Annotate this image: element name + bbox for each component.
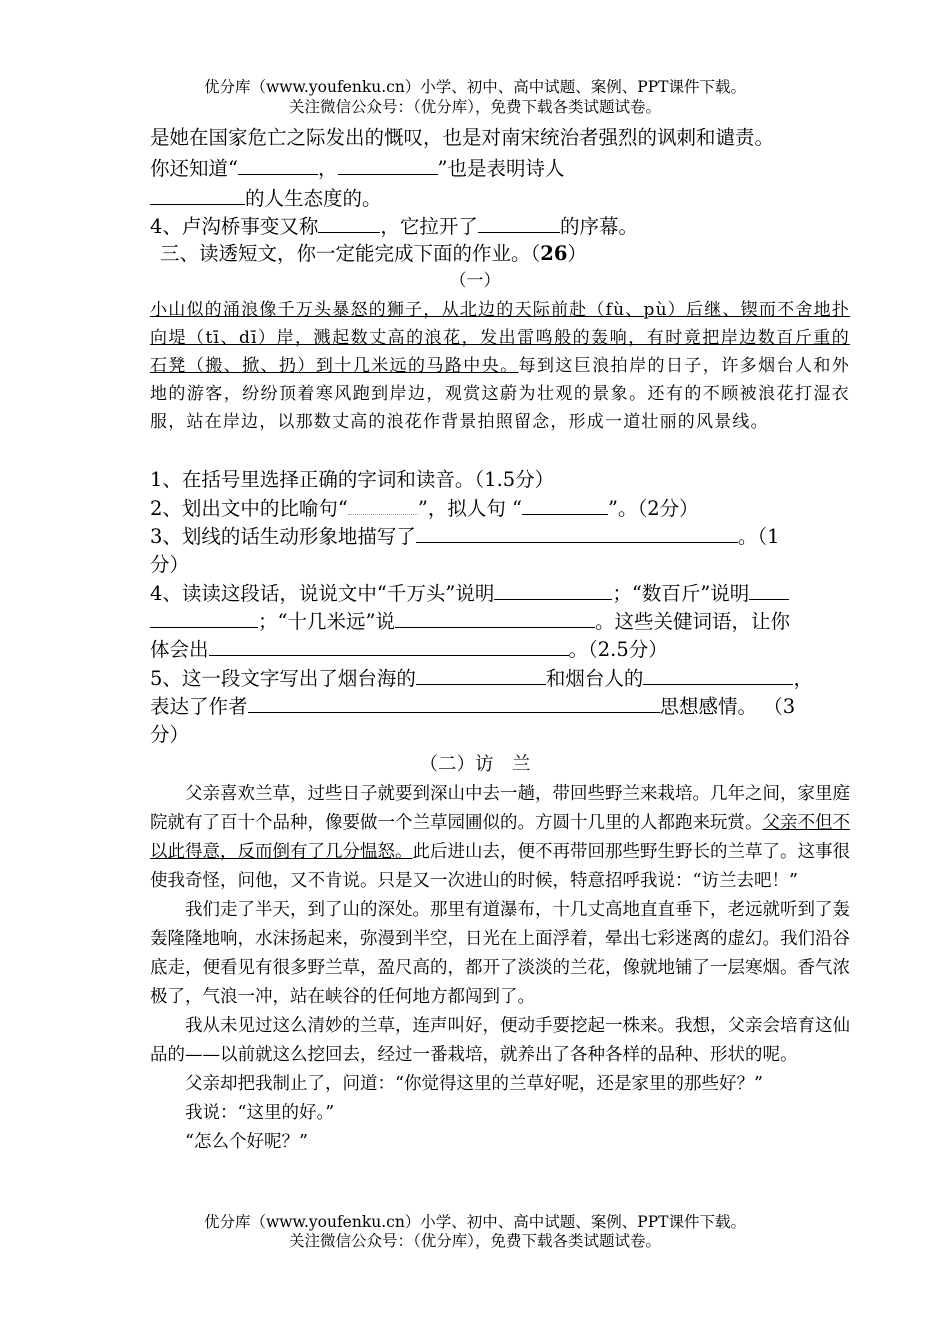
underlined-sentence: 小山似的涌浪像千万头暴怒的狮子，从北边的天际前赴（fù、pù）后继、锲而不舍地扑向堤（tī、dī）岸，溅起数丈高的浪花，发出雷鸣般的轰响，有时竟把岸边数百斤重的石凳（搬、掀、扔）到十几米远的马路中央。 <box>150 300 850 376</box>
question-3 <box>150 523 780 551</box>
question-1: 1、在括号里选择正确的字词和读音。（1.5分） <box>150 468 555 491</box>
text-fragment: 的人生态度的。 <box>245 187 382 210</box>
answer-blank[interactable] <box>318 212 380 233</box>
text-fragment: ） <box>567 242 587 265</box>
question-line <box>150 154 564 183</box>
article-paragraph: 父亲却把我制止了，问道：“你觉得这里的兰草好呢，还是家里的那些好？” <box>185 1074 763 1094</box>
text-fragment: ；“十几米远”说 <box>258 610 395 633</box>
answer-blank[interactable] <box>248 694 660 713</box>
text-fragment: 4、读读这段话，说说文中“千万头”说明 <box>150 582 495 605</box>
answer-blank[interactable] <box>150 184 245 205</box>
subsection-title: （二）访 兰 <box>419 754 531 775</box>
text-fragment: ， <box>793 667 813 690</box>
answer-blank[interactable] <box>416 524 738 543</box>
underlined-sentence: 父亲不但不以此得意，反而倒有了几分愠怒。 <box>150 813 850 862</box>
text-fragment: 3、划线的话生动形象地描写了 <box>150 525 416 548</box>
answer-blank[interactable] <box>478 212 560 233</box>
article-fanglan <box>150 780 850 1157</box>
text-fragment: 的序幕。 <box>559 215 638 238</box>
question-5-cont: 分） <box>150 723 190 746</box>
answer-blank[interactable] <box>150 609 258 628</box>
text-fragment: ”也是表明诗人 <box>437 157 565 180</box>
subsection-title: （一） <box>449 271 501 291</box>
article-paragraph: 我从未见过这么清妙的兰草，连声叫好，便动手要挖起一株来。我想，父亲会培育这仙品的——以前就这么挖回去，经过一番栽培，就养出了各种各样的品种、形状的呢。 <box>150 1016 850 1065</box>
header-line-1: 优分库（www.youfenku.cn）小学、初中、高中试题、案例、PPT课件下载。 <box>203 78 747 96</box>
section-title <box>160 240 587 268</box>
answer-blank[interactable] <box>238 154 318 175</box>
answer-blank[interactable] <box>209 637 569 656</box>
text-fragment: 。（2.5分） <box>568 638 668 661</box>
article-paragraph: 我说：“这里的好。” <box>185 1103 335 1123</box>
text-fragment: 。这些关健词语，让你 <box>594 610 790 633</box>
answer-blank[interactable] <box>395 609 595 628</box>
question-3-cont: 分） <box>150 553 190 576</box>
text-fragment: ， <box>317 157 338 180</box>
question-2 <box>150 494 699 523</box>
article-paragraph: 我们走了半天，到了山的深处。那里有道瀑布，十几丈高地直直垂下，老远就听到了轰轰隆隆地响，水沫扬起来，弥漫到半空，日光在上面浮着，晕出七彩迷离的虚幻。我们沿谷底走，便看见有很多野兰草，盈尺高的，都开了淡淡的兰花，像就地铺了一层寒烟。香气浓极了，气浪一冲，站在峡谷的任何地方都闯到了。 <box>150 900 850 1007</box>
text-fragment: 表达了作者 <box>150 695 248 718</box>
question-4 <box>150 212 638 241</box>
text-fragment: 和烟台人的 <box>545 667 644 690</box>
text-fragment: 体会出 <box>150 638 209 661</box>
answer-blank[interactable] <box>416 666 546 685</box>
text-fragment: 父亲喜欢兰草，过些日子就要到深山中去一趟，带回些野兰来栽培。几年之间，家里庭院就有了百十个品种，像要做一个兰草园圃似的。方圆十几里的人都跑来玩赏。 <box>150 784 850 833</box>
text-fragment: 你还知道“ <box>150 157 238 180</box>
footer-line-2: 关注微信公众号：（优分库），免费下载各类试题试卷。 <box>288 1232 661 1250</box>
text-fragment: 此后进山去，便不再带回那些野生野长的兰草了。这事很使我奇怪，问他，又不肯说。只是又一次进山的时候，特意招呼我说：“访兰去吧！” <box>150 842 850 891</box>
question-5-cont <box>150 693 795 721</box>
text-fragment: 2、划出文中的比喻句“ <box>150 497 348 520</box>
answer-blank[interactable] <box>522 494 608 515</box>
text-fragment: 三、读透短文，你一定能完成下面的作业。（ <box>160 242 541 265</box>
answer-blank[interactable] <box>338 154 438 175</box>
footer-line-1: 优分库（www.youfenku.cn）小学、初中、高中试题、案例、PPT课件下载。 <box>203 1213 747 1231</box>
text-fragment: ”，拟人句 “ <box>417 497 523 520</box>
answer-blank[interactable] <box>749 581 789 600</box>
answer-blank[interactable] <box>494 581 612 600</box>
passage-text: 每到这巨浪拍岸的日子，许多烟台人和外地的游客，纷纷顶着寒风跑到岸边，观赏这蔚为壮观的景象。还有的不顾被浪花打湿衣服，站在岸边，以那数丈高的浪花作背景拍照留念，形成一道壮丽的风景线。 <box>150 356 851 432</box>
text-line: 是她在国家危亡之际发出的慨叹，也是对南宋统治者强烈的讽刺和谴责。 <box>150 126 775 149</box>
article-paragraph <box>150 780 850 896</box>
text-fragment: ；“数百斤”说明 <box>612 582 750 605</box>
text-fragment: ，它拉开了 <box>380 215 478 238</box>
answer-blank-wavy[interactable] <box>348 496 418 515</box>
text-fragment: 4、卢沟桥事变又称 <box>150 215 319 238</box>
question-5 <box>150 665 813 693</box>
text-fragment: 。（1 <box>737 525 780 548</box>
question-4-cont <box>150 636 668 664</box>
question-4-cont <box>150 608 790 636</box>
header-line-2: 关注微信公众号：（优分库），免费下载各类试题试卷。 <box>288 98 661 116</box>
question-4 <box>150 580 789 608</box>
score: 26 <box>540 242 568 265</box>
text-fragment: ”。（2分） <box>608 497 699 520</box>
question-line <box>150 184 382 213</box>
passage-1 <box>150 296 850 436</box>
answer-blank[interactable] <box>643 666 793 685</box>
text-fragment: 5、这一段文字写出了烟台海的 <box>150 667 416 690</box>
text-fragment: 思想感情。 （3 <box>659 695 796 718</box>
article-paragraph: “怎么个好呢？” <box>185 1132 308 1152</box>
